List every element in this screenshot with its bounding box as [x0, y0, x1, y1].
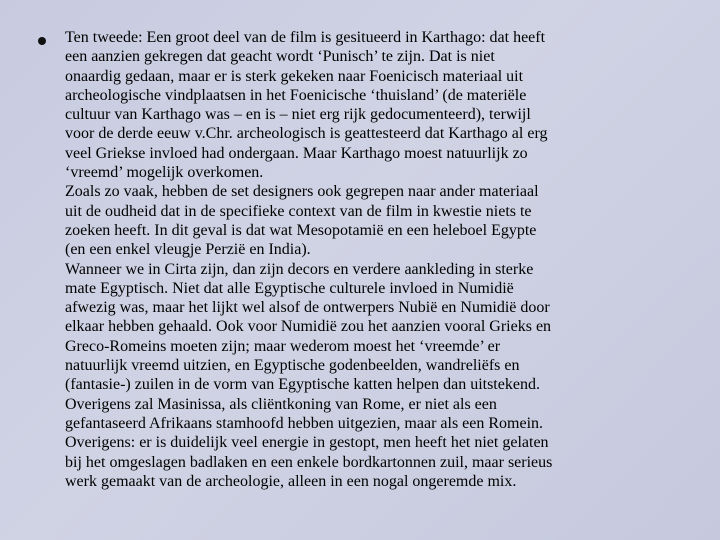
- text-line: Greco-Romeins moeten zijn; maar wederom moest het ‘vreemde’ er: [65, 337, 501, 355]
- text-line: zoeken heeft. In dit geval is dat wat Mesopotamië en een heleboel Egypte: [65, 221, 537, 239]
- text-line: uit de oudheid dat in de specifieke context van de film in kwestie niets te: [65, 202, 532, 220]
- text-line: elkaar hebben gehaald. Ook voor Numidië zou het aanzien vooral Grieks en: [65, 318, 552, 336]
- text-line: Overigens zal Masinissa, als cliëntkoning van Rome, er niet als een: [65, 395, 497, 413]
- text-line: Zoals zo vaak, hebben de set designers ook gegrepen naar ander materiaal: [65, 183, 539, 201]
- text-line: voor de derde eeuw v.Chr. archeologisch is geattesteerd dat Karthago al erg: [65, 125, 548, 143]
- text-line: een aanzien gekregen dat geacht wordt ‘Punisch’ te zijn. Dat is niet: [65, 48, 495, 66]
- slide-body-text: [65, 28, 677, 491]
- text-line: (fantasie-) zuilen in de vorm van Egyptische katten helpen dan uitstekend.: [65, 376, 540, 394]
- text-line: bij het omgeslagen badlaken en een enkele bordkartonnen zuil, maar serieus: [65, 453, 553, 471]
- text-line: gefantaseerd Afrikaans stamhoofd hebben uitgezien, maar als een Romein.: [65, 414, 544, 432]
- text-line: Overigens: er is duidelijk veel energie in gestopt, men heeft het niet gelaten: [65, 434, 549, 452]
- text-line: ‘vreemd’ mogelijk overkomen.: [65, 164, 264, 182]
- text-line: natuurlijk vreemd uitzien, en Egyptische godenbeelden, wandreliëfs en: [65, 357, 520, 375]
- text-line: Ten tweede: Een groot deel van de film is gesitueerd in Karthago: dat heeft: [65, 29, 546, 46]
- text-line: afwezig was, maar het lijkt wel alsof de ontwerpers Nubië en Numidië door: [65, 299, 550, 317]
- text-line: Wanneer we in Cirta zijn, dan zijn decors en verdere aankleding in sterke: [65, 260, 534, 278]
- text-line: veel Griekse invloed had ondergaan. Maar Karthago moest natuurlijk zo: [65, 144, 528, 162]
- text-line: cultuur van Karthago was – en is – niet erg rijk gedocumenteerd), terwijl: [65, 106, 531, 124]
- text-line: archeologische vindplaatsen in het Foenicische ‘thuisland’ (de materiële: [65, 86, 527, 104]
- bullet-icon: [38, 37, 46, 45]
- text-line: (en een enkel vleugje Perzië en India).: [65, 241, 311, 259]
- text-line: onaardig gedaan, maar er is sterk gekeken naar Foenicisch materiaal uit: [65, 67, 524, 85]
- text-line: werk gemaakt van de archeologie, alleen in een nogal ongeremde mix.: [65, 472, 517, 490]
- text-line: mate Egyptisch. Niet dat alle Egyptische culturele invloed in Numidië: [65, 279, 514, 297]
